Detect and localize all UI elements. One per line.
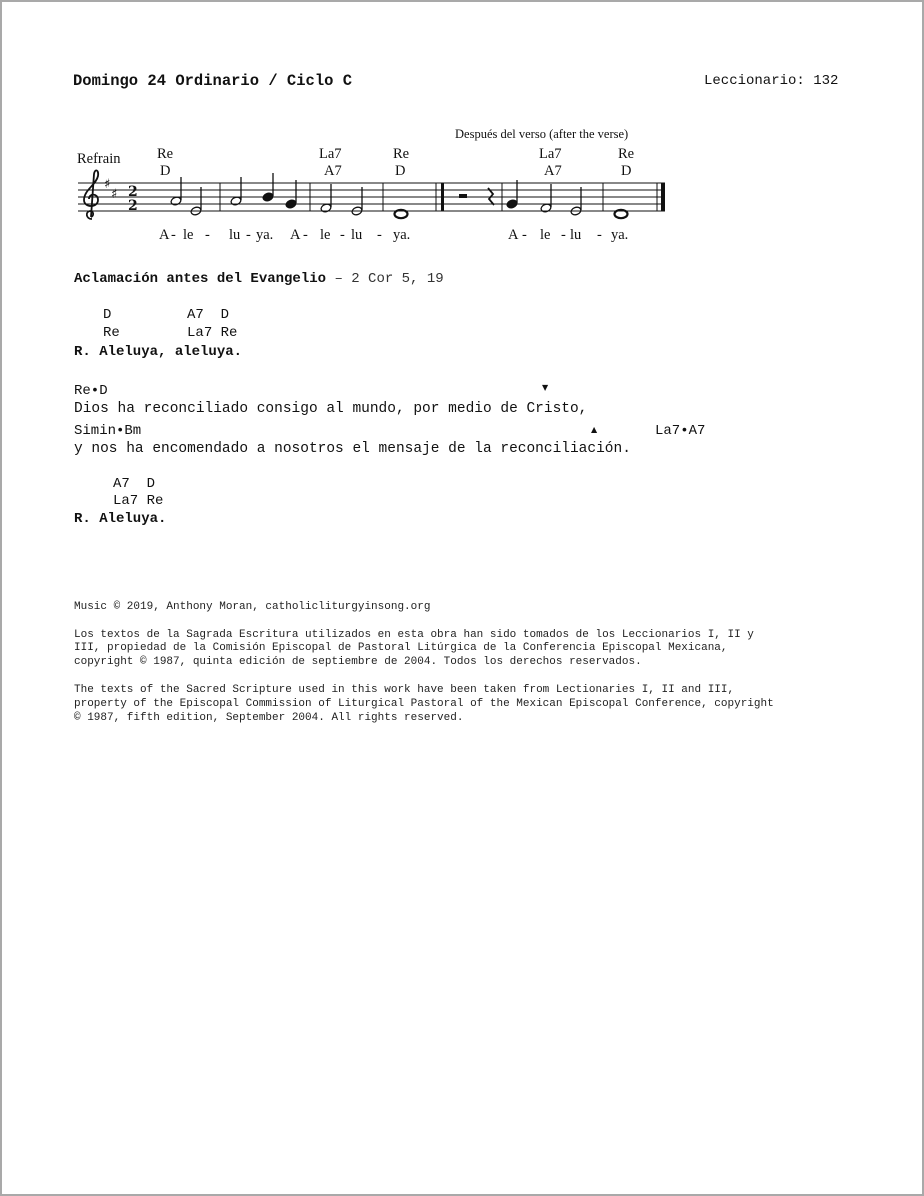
chord-es-5: Re [618, 146, 635, 162]
sharp-f-icon: ♯ [104, 177, 111, 192]
spanish-copyright-line1: Los textos de la Sagrada Escritura utilizados en esta obra han sido tomados de los Leccionarios I, II y [74, 629, 754, 641]
lyric: A [290, 227, 301, 243]
lyric: - [377, 227, 382, 243]
response1-text: R. Aleluya, aleluya. [74, 344, 243, 360]
english-copyright-line3: © 1987, fifth edition, September 2004. All rights reserved. [74, 712, 464, 724]
lyric: le [540, 227, 551, 243]
chord-en-5: D [621, 163, 632, 179]
verse-line1-chord: Re•D [74, 383, 108, 399]
acclamation-heading [74, 271, 444, 287]
response1-chords-es: Re La7 Re [103, 325, 238, 341]
lyric: - [340, 227, 345, 243]
lyric: ya. [611, 227, 629, 243]
chord-en-4: A7 [544, 163, 562, 179]
lyric: - [597, 227, 602, 243]
chord-es-1: Re [157, 146, 174, 162]
lyric: - [522, 227, 527, 243]
lyric: lu [570, 227, 582, 243]
verse-line2-chord-left: Simin•Bm [74, 423, 142, 439]
verse-line1: Dios ha reconciliado consigo al mundo, por medio de Cristo, [74, 401, 588, 417]
spanish-copyright-line3: copyright © 1987, quinta edición de septiembre de 2004. Todos los derechos reservados. [74, 656, 642, 668]
lyric: ya. [256, 227, 274, 243]
time-sig-top: 2 [128, 184, 138, 200]
note-quarter [285, 199, 297, 209]
refrain-label: Refrain [77, 151, 121, 167]
sharp-c-icon: ♯ [111, 187, 118, 202]
lectionary-number: Leccionario: 132 [704, 73, 839, 89]
lyric: le [183, 227, 194, 243]
response2-chords-es: La7 Re [113, 493, 164, 509]
music-credit: Music © 2019, Anthony Moran, catholicliturgyinsong.org [74, 601, 431, 613]
down-triangle-icon: ▼ [542, 383, 549, 392]
english-copyright-line1: The texts of the Sacred Scripture used in this work have been taken from Lectionaries I, II and III, [74, 684, 735, 696]
chord-es-3: Re [393, 146, 410, 162]
response1-chords-en: D A7 D [103, 307, 230, 323]
lyric: A [159, 227, 170, 243]
acclamation-title: Aclamación antes del Evangelio [74, 271, 327, 287]
page-title: Domingo 24 Ordinario / Ciclo C [73, 72, 353, 90]
note-quarter [262, 192, 274, 202]
note-quarter [506, 199, 518, 209]
lyric: le [320, 227, 331, 243]
music-staff [0, 0, 924, 260]
response2-text: R. Aleluya. [74, 511, 167, 527]
verse-line2-chord-right: La7•A7 [655, 423, 706, 439]
lyric: - [205, 227, 210, 243]
lyric: lu [229, 227, 241, 243]
after-verse-label: Después del verso (after the verse) [455, 127, 629, 141]
lyric: ya. [393, 227, 411, 243]
chord-en-2: A7 [324, 163, 342, 179]
chord-es-2: La7 [319, 146, 342, 162]
lyric: A [508, 227, 519, 243]
verse-line2: y nos ha encomendado a nosotros el mensaje de la reconciliación. [74, 441, 631, 457]
chord-en-1: D [160, 163, 171, 179]
scripture-reference: – 2 Cor 5, 19 [326, 271, 444, 287]
lyric: lu [351, 227, 363, 243]
spanish-copyright-line2: III, propiedad de la Comisión Episcopal de Pastoral Litúrgica de la Conferencia Episcopal Mexicana, [74, 642, 728, 654]
half-rest [459, 194, 467, 198]
chord-es-4: La7 [539, 146, 562, 162]
up-triangle-icon: ▲ [591, 425, 598, 434]
lyric: - [246, 227, 251, 243]
response2-chords-en: A7 D [113, 476, 156, 492]
lyric: - [561, 227, 566, 243]
treble-clef-icon [84, 170, 98, 219]
lyric: - [171, 227, 176, 243]
lyric: - [303, 227, 308, 243]
chord-en-3: D [395, 163, 406, 179]
time-sig-bottom: 2 [128, 198, 138, 214]
english-copyright-line2: property of the Episcopal Commission of Liturgical Pastoral of the Mexican Episcopal Conference, copyright [74, 698, 774, 710]
